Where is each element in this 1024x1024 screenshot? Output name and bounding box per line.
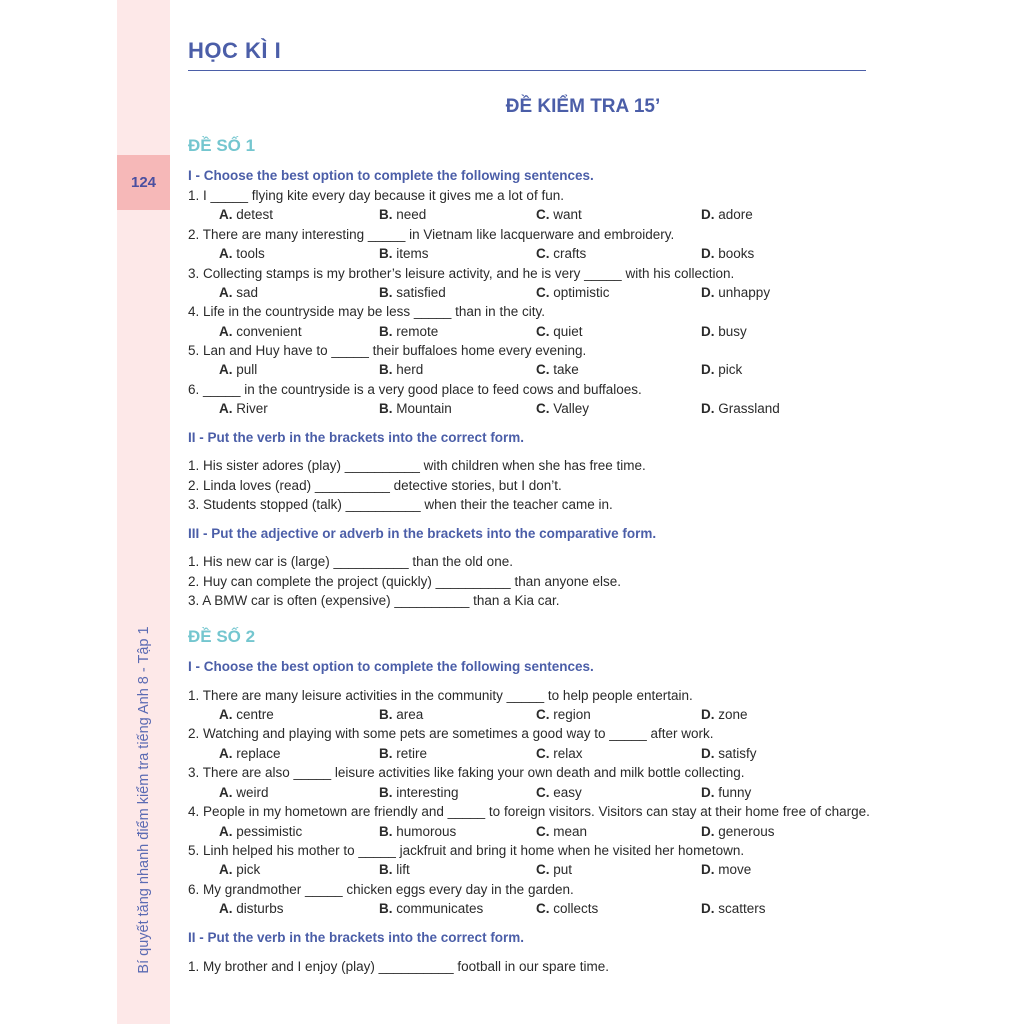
option: A. tools — [219, 246, 265, 261]
option: C. mean — [536, 824, 588, 839]
exercise-line: 1. His sister adores (play) __________ with children when she has free time. — [188, 458, 646, 473]
title-divider — [188, 70, 866, 71]
section-heading: II - Put the verb in the brackets into the correct form. — [188, 430, 525, 445]
option: A. pull — [219, 362, 258, 377]
option: D. move — [701, 862, 752, 877]
exam-title: ĐỀ SỐ 1 — [188, 136, 256, 155]
option: A. pick — [219, 862, 261, 877]
option: D. pick — [701, 362, 743, 377]
option: B. area — [379, 707, 424, 722]
option: A. replace — [219, 746, 281, 761]
option: B. retire — [379, 746, 428, 761]
option: D. busy — [701, 324, 747, 339]
option: B. herd — [379, 362, 424, 377]
option: B. interesting — [379, 785, 459, 800]
exam-title: ĐỀ SỐ 2 — [188, 627, 256, 646]
option: A. centre — [219, 707, 274, 722]
option: C. region — [536, 707, 591, 722]
option: D. generous — [701, 824, 775, 839]
option: B. communicates — [379, 901, 484, 916]
option: C. easy — [536, 785, 582, 800]
exercise-line: 2. Huy can complete the project (quickly) __________ than anyone else. — [188, 574, 622, 589]
option: A. detest — [219, 207, 274, 222]
question: 6. _____ in the countryside is a very good place to feed cows and buffaloes. — [188, 382, 642, 397]
option: C. Valley — [536, 401, 590, 416]
option: A. sad — [219, 285, 259, 300]
option: C. optimistic — [536, 285, 610, 300]
section-heading: I - Choose the best option to complete the following sentences. — [188, 659, 594, 674]
option: D. unhappy — [701, 285, 771, 300]
option: B. need — [379, 207, 427, 222]
option: B. humorous — [379, 824, 457, 839]
exercise-line: 1. His new car is (large) __________ than the old one. — [188, 554, 513, 569]
page-title: HỌC KÌ I — [188, 38, 282, 63]
option: A. pessimistic — [219, 824, 303, 839]
option: B. lift — [379, 862, 410, 877]
question: 2. There are many interesting _____ in Vietnam like lacquerware and embroidery. — [188, 227, 675, 242]
section-heading: II - Put the verb in the brackets into the correct form. — [188, 930, 525, 945]
option: D. zone — [701, 707, 748, 722]
question: 1. I _____ flying kite every day because it gives me a lot of fun. — [188, 188, 564, 203]
question: 3. Collecting stamps is my brother’s leisure activity, and he is very _____ with his collection. — [188, 266, 735, 281]
section-heading: I - Choose the best option to complete the following sentences. — [188, 168, 594, 183]
exercise-line: 3. A BMW car is often (expensive) __________ than a Kia car. — [188, 593, 560, 608]
question: 5. Lan and Huy have to _____ their buffaloes home every evening. — [188, 343, 587, 358]
option: C. take — [536, 362, 579, 377]
option: D. scatters — [701, 901, 766, 916]
question: 4. Life in the countryside may be less _____ than in the city. — [188, 304, 545, 319]
question: 2. Watching and playing with some pets are sometimes a good way to _____ after work. — [188, 726, 714, 741]
option: C. put — [536, 862, 573, 877]
exercise-line: 1. My brother and I enjoy (play) __________ football in our spare time. — [188, 959, 609, 974]
option: B. items — [379, 246, 429, 261]
test-title: ĐỀ KIỂM TRA 15’ — [505, 96, 661, 117]
question: 5. Linh helped his mother to _____ jackfruit and bring it home when he visited her hometown. — [188, 843, 745, 858]
option: C. crafts — [536, 246, 587, 261]
option: A. River — [219, 401, 268, 416]
option: D. satisfy — [701, 746, 757, 761]
option: D. Grassland — [701, 401, 780, 416]
option: C. collects — [536, 901, 599, 916]
section-heading: III - Put the adjective or adverb in the brackets into the comparative form. — [188, 526, 657, 541]
option: C. want — [536, 207, 582, 222]
question: 4. People in my hometown are friendly and _____ to foreign visitors. Visitors can stay at their home free of charge. — [188, 804, 870, 819]
option: B. Mountain — [379, 401, 452, 416]
option: A. convenient — [219, 324, 302, 339]
question: 1. There are many leisure activities in the community _____ to help people entertain. — [188, 688, 693, 703]
page-number: 124 — [117, 155, 170, 210]
option: B. satisfied — [379, 285, 446, 300]
option: C. relax — [536, 746, 583, 761]
option: D. books — [701, 246, 755, 261]
question: 6. My grandmother _____ chicken eggs every day in the garden. — [188, 882, 574, 897]
option: A. disturbs — [219, 901, 284, 916]
book-title-vertical: Bí quyết tăng nhanh điểm kiểm tra tiếng Anh 8 - Tập 1 — [136, 626, 152, 974]
question: 3. There are also _____ leisure activities like faking your own death and milk bottle collecting. — [188, 765, 745, 780]
exercise-line: 2. Linda loves (read) __________ detective stories, but I don’t. — [188, 478, 562, 493]
option: D. funny — [701, 785, 752, 800]
exercise-line: 3. Students stopped (talk) __________ when their the teacher came in. — [188, 497, 613, 512]
option: D. adore — [701, 207, 753, 222]
option: A. weird — [219, 785, 269, 800]
option: C. quiet — [536, 324, 583, 339]
option: B. remote — [379, 324, 439, 339]
